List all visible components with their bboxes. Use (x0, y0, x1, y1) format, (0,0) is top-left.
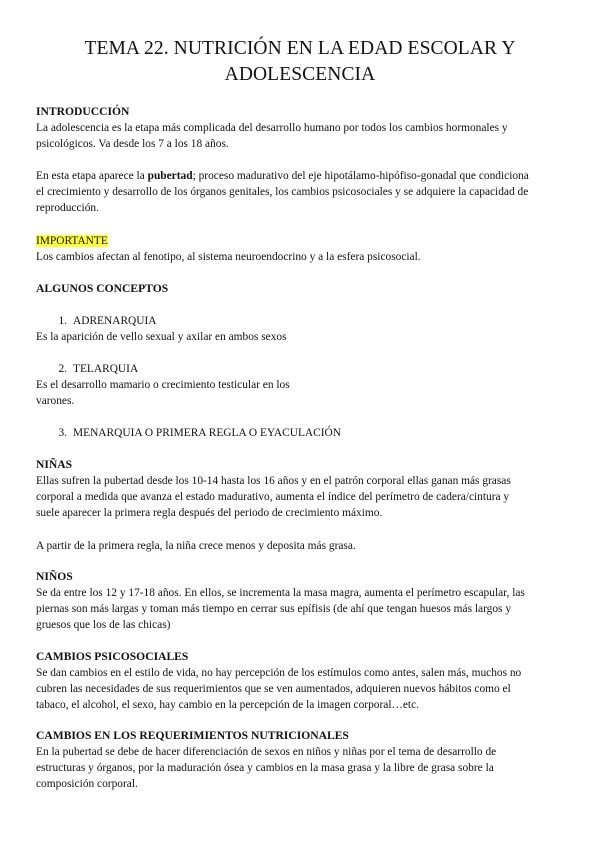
ninas-paragraph-2-text: A partir de la primera regla, la niña crece menos y deposita más grasa. (36, 540, 356, 552)
intro-paragraph-2 (36, 168, 566, 216)
psicosociales-line-2: cubren las necesidades de sus requerimientos que se ven aumentados, adquieren nuevos hábitos como el (36, 683, 511, 695)
ninas-paragraph-1-line-2: corporal a medida que avanza el estado madurativo, aumenta el índice del perímetro de cadera/cintura y (36, 491, 510, 503)
requerimientos-section (36, 728, 566, 792)
intro-paragraph-2-line-2: el crecimiento y desarrollo de los órganos genitales, los cambios psicosociales y se adquiere la capacidad de (36, 186, 529, 198)
concept-3-title (36, 425, 566, 441)
important-label: IMPORTANTE (36, 235, 108, 247)
requerimientos-line-2: estructuras y órganos, por la maduración ósea y cambios en la masa grasa y la libre de grasa sobre la (36, 762, 494, 774)
title-line-2: ADOLESCENCIA (224, 64, 376, 85)
concept-2-label: TELARQUIA (73, 363, 139, 375)
requerimientos-line-3: composición corporal. (36, 778, 138, 790)
intro-paragraph-2-line-3: reproducción. (36, 202, 99, 214)
ninas-heading: NIÑAS (36, 458, 73, 471)
intro-section (36, 104, 566, 152)
ninos-heading: NIÑOS (36, 570, 73, 583)
psicosociales-heading: CAMBIOS PSICOSOCIALES (36, 650, 189, 663)
intro-heading: INTRODUCCIÓN (36, 105, 130, 118)
concept-item-3 (36, 425, 566, 441)
important-section (36, 233, 566, 265)
concept-1-label: ADRENARQUIA (73, 315, 157, 327)
ninas-paragraph-1-line-1: Ellas sufren la pubertad desde los 10-14 hasta los 16 años y en el patrón corporal ellas ganan más grasas (36, 475, 511, 487)
ninos-line-1: Se da entre los 12 y 17-18 años. En ellos, se incrementa la masa magra, aumenta el perímetro escapular, las (36, 587, 525, 599)
psicosociales-section (36, 649, 566, 713)
concept-2-title (36, 361, 566, 377)
title-line-1: TEMA 22. NUTRICIÓN EN LA EDAD ESCOLAR Y (84, 38, 516, 59)
ninos-line-3: gruesos que los de las chicas) (36, 619, 171, 631)
concept-1-number: 1. (58, 315, 67, 327)
psicosociales-line-3: tabaco, el alcohol, el sexo, hay cambio en la percepción de la imagen corporal…etc. (36, 699, 419, 711)
ninas-section (36, 457, 566, 521)
important-text: Los cambios afectan al fenotipo, al sistema neuroendocrino y a la esfera psicosocial. (36, 251, 421, 263)
concept-1-title (36, 313, 566, 329)
ninas-paragraph-2 (36, 538, 566, 554)
concept-1-description: Es la aparición de vello sexual y axilar en ambos sexos (36, 331, 287, 343)
concepts-heading-block (36, 281, 566, 297)
psicosociales-line-1: Se dan cambios en el estilo de vida, no hay percepción de los estímulos como antes, salen más, muchos no (36, 667, 522, 679)
requerimientos-line-1: En la pubertad se debe de hacer diferenciación de sexos en niños y niñas por el tema de desarrollo de (36, 746, 497, 758)
pubertad-term: pubertad (147, 170, 193, 182)
concepts-heading: ALGUNOS CONCEPTOS (36, 282, 169, 295)
concept-3-label: MENARQUIA O PRIMERA REGLA O EYACULACIÓN (73, 427, 342, 439)
intro-paragraph-1-line-1: La adolescencia es la etapa más complicada del desarrollo humano por todos los cambios hormonales y (36, 122, 508, 134)
intro-paragraph-1-line-2: psicológicos. Va desde los 7 a los 18 años. (36, 138, 229, 150)
requerimientos-heading: CAMBIOS EN LOS REQUERIMIENTOS NUTRICIONALES (36, 729, 349, 742)
intro-p2-after: ; proceso madurativo del eje hipotálamo-hipófiso-gonadal que condiciona (192, 170, 529, 182)
intro-p2-before: En esta etapa aparece la (36, 170, 148, 182)
concept-2-description-line-1: Es el desarrollo mamario o crecimiento testicular en los (36, 379, 290, 391)
concept-3-number: 3. (58, 427, 67, 439)
document-title (40, 36, 560, 88)
intro-paragraph-2-line-1 (36, 168, 566, 184)
concept-2-number: 2. (58, 363, 67, 375)
concept-2-description-line-2: varones. (36, 395, 75, 407)
ninos-section (36, 569, 566, 633)
concept-item-2 (36, 361, 566, 409)
ninos-line-2: piernas son más largas y toman más tiempo en cerrar sus epífisis (de ahí que tengan huesos más largos y (36, 603, 512, 615)
concept-item-1 (36, 313, 566, 345)
ninas-paragraph-1-line-3: suele aparecer la primera regla después del periodo de crecimiento máximo. (36, 507, 383, 519)
